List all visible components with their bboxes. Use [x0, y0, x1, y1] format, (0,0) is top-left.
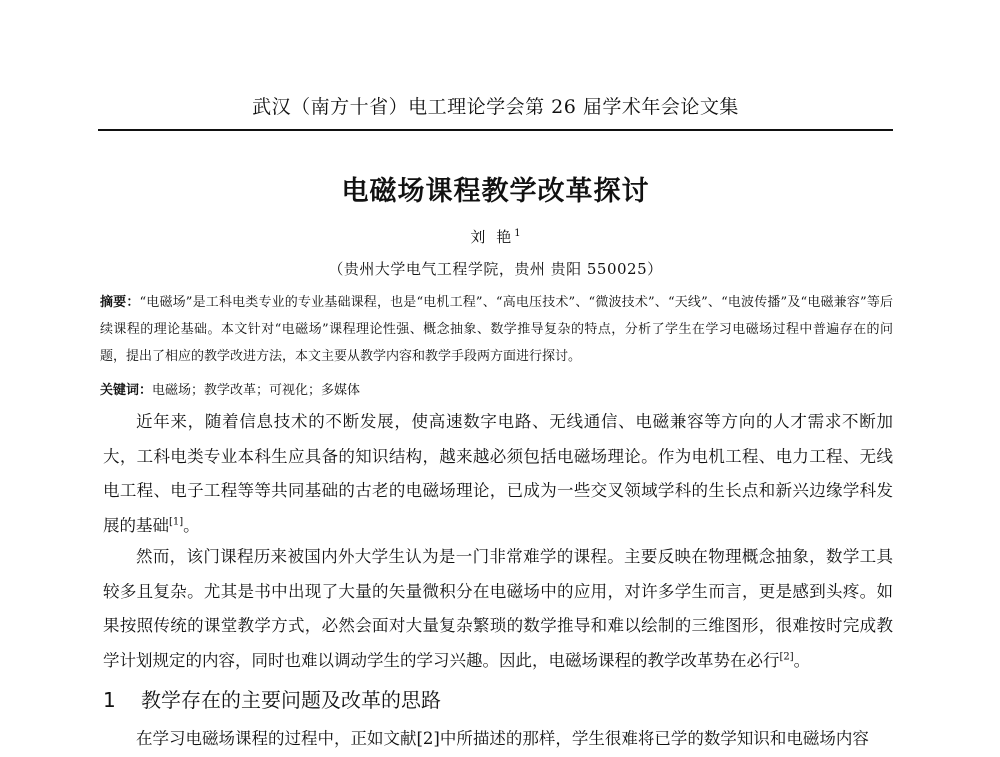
citation-2: [2]	[779, 651, 794, 662]
section-paragraph-partial: 在学习电磁场课程的过程中，正如文献[2]中所描述的那样，学生很难将已学的数学知识和电磁场内容	[136, 729, 869, 748]
author-line	[98, 226, 893, 247]
body-paragraph-1	[103, 405, 893, 543]
paper-title: 电磁场课程教学改革探讨	[341, 176, 650, 207]
affiliation: （贵州大学电气工程学院，贵州 贵阳 550025）	[328, 260, 663, 278]
author-mark: 1	[514, 228, 521, 239]
paragraph-2-end: 。	[793, 650, 811, 670]
header-rule	[98, 129, 893, 131]
body-paragraph-2	[103, 540, 893, 678]
section-heading	[103, 684, 893, 713]
abstract-label: 摘要：	[100, 295, 140, 310]
abstract-text: “电磁场”是工科电类专业的专业基础课程，也是“电机工程”、“高电压技术”、“微波技术”、“天线”、“电波传播”及“电磁兼容”等后续课程的理论基础。本文针对“电磁场”课程理论性强、概念抽象、数学推导复杂的特点，分析了学生在学习电磁场过程中普遍存在的问题，提出了相应的教学改进方法，本文主要从教学内容和教学手段两方面进行探讨。	[100, 295, 893, 364]
section-number: 1	[103, 688, 116, 712]
paragraph-1-end: 。	[183, 515, 200, 535]
keywords-text: 电磁场；教学改革；可视化；多媒体	[152, 383, 361, 398]
keywords-label: 关键词：	[100, 383, 153, 398]
section-title: 教学存在的主要问题及改革的思路	[141, 688, 441, 712]
paragraph-2-text: 然而，该门课程历来被国内外大学生认为是一门非常难学的课程。主要反映在物理概念抽象，数学工具较多且复杂。尤其是书中出现了大量的矢量微积分在电磁场中的应用，对许多学生而言，更是感到头疼。如果按照传统的课堂教学方式，必然会面对大量复杂繁琐的数学推导和难以绘制的三维图形，很难按时完成教学计划规定的内容，同时也难以调动学生的学习兴趣。因此，电磁场课程的教学改革势在必行	[103, 547, 893, 670]
paragraph-1-text: 近年来，随着信息技术的不断发展，使高速数字电路、无线通信、电磁兼容等方向的人才需求不断加大，工科电类专业本科生应具备的知识结构，越来越必须包括电磁场理论。作为电机工程、电力工程、无线电工程、电子工程等等共同基础的古老的电磁场理论，已成为一些交叉领域学科的生长点和新兴边缘学科发展的基础	[103, 412, 893, 535]
author-name: 刘 艳	[470, 228, 515, 246]
abstract	[100, 289, 893, 370]
keywords	[100, 381, 893, 401]
running-header: 武汉（南方十省）电工理论学会第 26 届学术年会论文集	[252, 96, 739, 118]
citation-1: [1]	[169, 516, 184, 527]
